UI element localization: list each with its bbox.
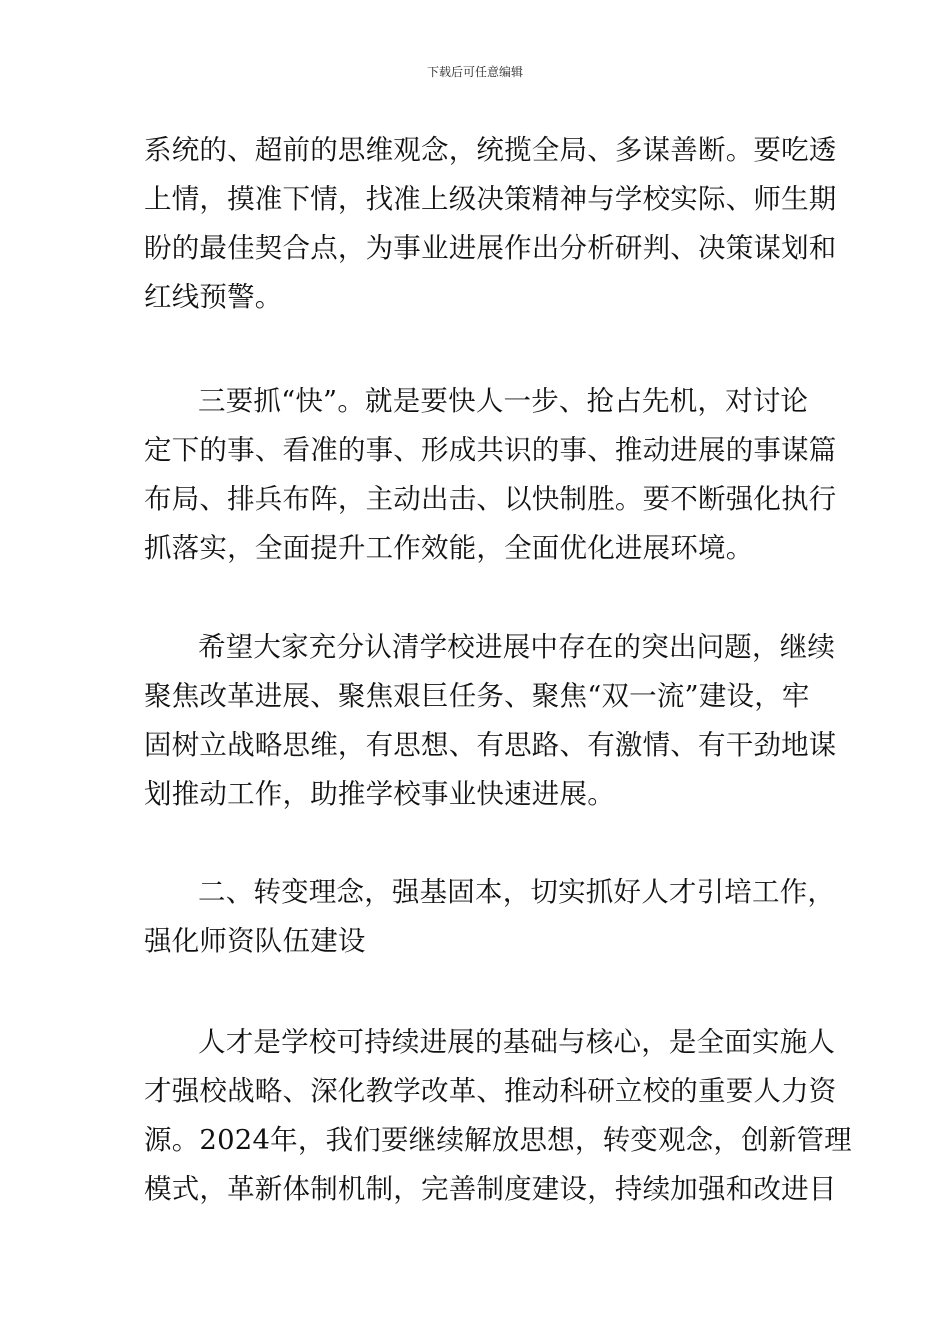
paragraph-line: 才强校战略、深化教学改革、推动科研立校的重要人力资 <box>144 1075 837 1107</box>
heading-line: 强化师资队伍建设 <box>144 925 366 957</box>
paragraph-line: 划推动工作，助推学校事业快速进展。 <box>144 778 615 810</box>
paragraph-line: 定下的事、看准的事、形成共识的事、推动进展的事谋篇 <box>144 434 837 466</box>
document-body <box>144 126 852 1214</box>
paragraph-line: 红线预警。 <box>144 281 283 313</box>
paragraph-spacer <box>144 966 808 1015</box>
paragraph-line: 布局、排兵布阵，主动出击、以快制胜。要不断强化执行 <box>144 483 837 515</box>
paragraph-line: 上情，摸准下情，找准上级决策精神与学校实际、师生期 <box>144 183 837 215</box>
paragraph-line: 盼的最佳契合点，为事业进展作出分析研判、决策谋划和 <box>144 232 837 264</box>
paragraph-line: 聚焦改革进展、聚焦艰巨任务、聚焦“双一流”建设，牢 <box>144 680 810 712</box>
section-heading <box>144 868 836 966</box>
paragraph-spacer <box>144 322 808 371</box>
paragraph-line: 希望大家充分认清学校进展中存在的突出问题，继续 <box>198 631 836 663</box>
paragraph-line: 抓落实，全面提升工作效能，全面优化进展环境。 <box>144 532 754 564</box>
paragraph-line: 源。2024年，我们要继续解放思想，转变观念，创新管理 <box>144 1124 852 1156</box>
paragraph-1 <box>144 126 837 322</box>
paragraph-line: 系统的、超前的思维观念，统揽全局、多谋善断。要吃透 <box>144 134 837 166</box>
paragraph-5 <box>144 1018 852 1214</box>
page-header: 下载后可任意编辑 <box>426 65 523 79</box>
paragraph-spacer <box>144 819 808 868</box>
paragraph-3 <box>144 623 837 819</box>
paragraph-line: 人才是学校可持续进展的基础与核心，是全面实施人 <box>198 1026 836 1058</box>
paragraph-2 <box>144 377 837 573</box>
paragraph-line: 三要抓“快”。就是要快人一步、抢占先机，对讨论 <box>198 385 809 417</box>
paragraph-line: 模式，革新体制机制，完善制度建设，持续加强和改进目 <box>144 1173 837 1205</box>
heading-line: 二、转变理念，强基固本，切实抓好人才引培工作， <box>198 876 836 908</box>
paragraph-spacer <box>144 573 808 622</box>
paragraph-line: 固树立战略思维，有思想、有思路、有激情、有干劲地谋 <box>144 729 837 761</box>
